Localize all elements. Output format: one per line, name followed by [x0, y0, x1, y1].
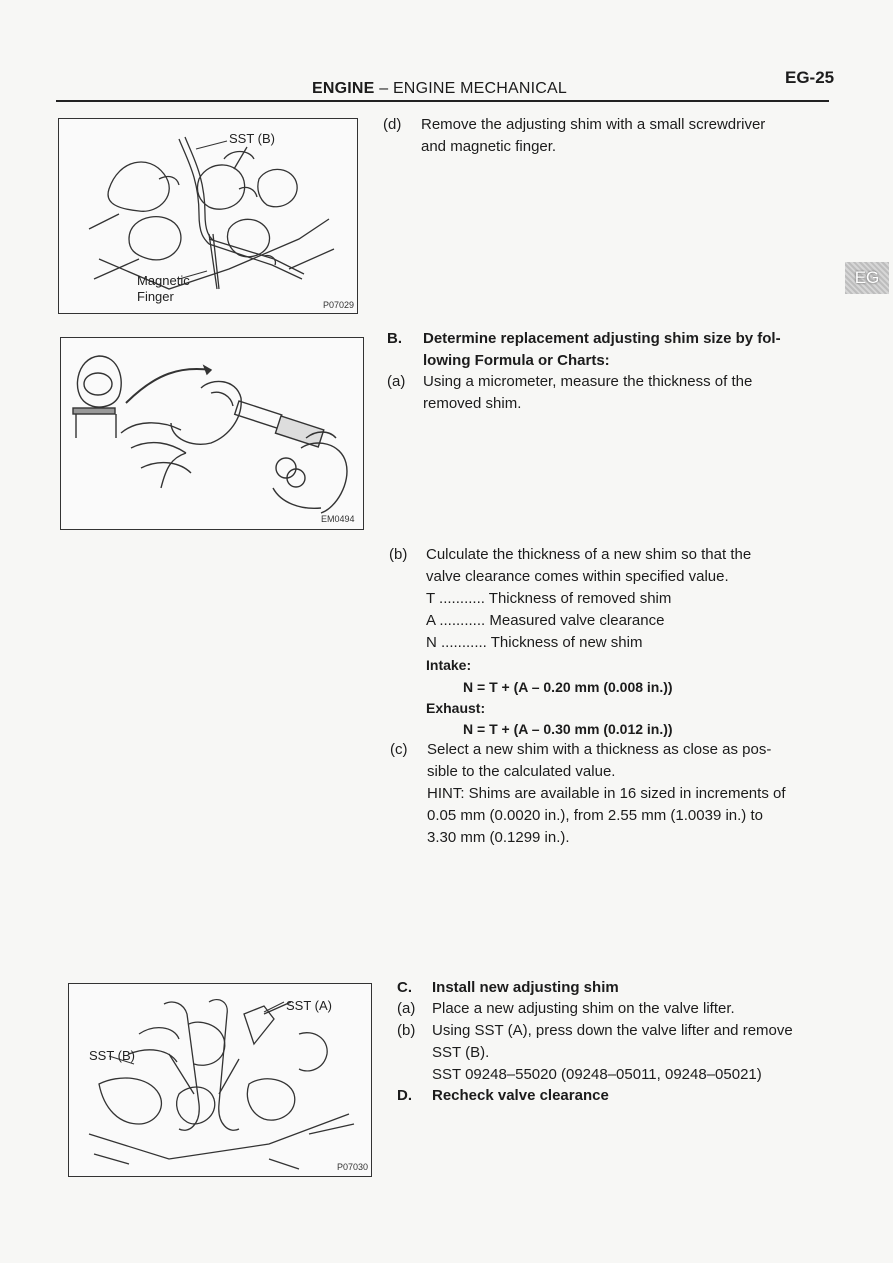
- step-text: Recheck valve clearance: [432, 1087, 609, 1104]
- step-text: Install new adjusting shim: [432, 979, 619, 996]
- figure-micrometer: [60, 337, 364, 530]
- intake-formula: N = T + (A – 0.20 mm (0.008 in.)): [463, 679, 673, 695]
- step-label: (b): [397, 1022, 416, 1039]
- header-subsection: ENGINE MECHANICAL: [392, 80, 568, 97]
- step-label: (d): [383, 116, 402, 133]
- step-text-line1: Remove the adjusting shim with a small screwdriver: [421, 116, 766, 133]
- step-label: D.: [397, 1087, 412, 1104]
- step-text-line2: lowing Formula or Charts:: [423, 352, 610, 369]
- exhaust-label: Exhaust:: [426, 700, 486, 716]
- step-text-line1: Determine replacement adjusting shim size by fol-: [423, 330, 781, 347]
- step-text-line1: Using a micrometer, measure the thickness of the: [423, 373, 753, 390]
- definition-a: A ........... Measured valve clearance: [426, 612, 665, 629]
- step-label: (c): [390, 741, 408, 758]
- label-magnetic: Magnetic: [137, 273, 190, 288]
- definition-n: N ........... Thickness of new shim: [426, 634, 643, 651]
- figure-id: EM0494: [321, 514, 355, 524]
- step-text-line2: sible to the calculated value.: [427, 763, 616, 780]
- step-text-line2: SST (B).: [432, 1044, 490, 1061]
- hint-line1: HINT: Shims are available in 16 sized in increments of: [427, 785, 786, 802]
- label-sst-b: SST (B): [229, 131, 275, 146]
- step-text-line2: and magnetic finger.: [421, 138, 557, 155]
- label-sst-a: SST (A): [286, 998, 332, 1013]
- figure-id: P07029: [323, 300, 355, 310]
- figure-id: P07030: [337, 1162, 369, 1172]
- step-label: (a): [397, 1000, 416, 1017]
- label-finger: Finger: [137, 289, 174, 304]
- figure-install-shim: [68, 983, 372, 1177]
- step-text-line2: valve clearance comes within specified value.: [426, 568, 729, 585]
- step-label: (b): [389, 546, 408, 563]
- step-text-line1: Using SST (A), press down the valve lifter and remove: [432, 1022, 793, 1039]
- header-dash: –: [374, 80, 393, 97]
- step-label: C.: [397, 979, 412, 996]
- hint-line2: 0.05 mm (0.0020 in.), from 2.55 mm (1.0039 in.) to: [427, 807, 763, 824]
- hint-line3: 3.30 mm (0.1299 in.).: [427, 829, 570, 846]
- step-text-line1: Select a new shim with a thickness as close as pos-: [427, 741, 772, 758]
- label-sst-b: SST (B): [89, 1048, 135, 1063]
- section-tab: EG: [845, 262, 889, 294]
- step-text: Place a new adjusting shim on the valve lifter.: [432, 1000, 735, 1017]
- micrometer-illustration: [61, 338, 363, 529]
- step-text-line1: Culculate the thickness of a new shim so that the: [426, 546, 752, 563]
- page-header-title: [312, 80, 567, 98]
- exhaust-formula: N = T + (A – 0.30 mm (0.012 in.)): [463, 721, 673, 737]
- header-section: ENGINE: [312, 80, 375, 97]
- intake-label: Intake:: [426, 657, 472, 673]
- step-text-line2: removed shim.: [423, 395, 522, 412]
- step-label: (a): [387, 373, 406, 390]
- step-label: B.: [387, 330, 402, 347]
- figure-shim-removal: [58, 118, 358, 314]
- definition-t: T ........... Thickness of removed shim: [426, 590, 672, 607]
- sst-part-numbers: SST 09248–55020 (09248–05011, 09248–05021): [432, 1066, 762, 1083]
- page-number: EG-25: [785, 68, 835, 87]
- header-rule: [56, 100, 829, 102]
- engine-illustration-1: [59, 119, 357, 313]
